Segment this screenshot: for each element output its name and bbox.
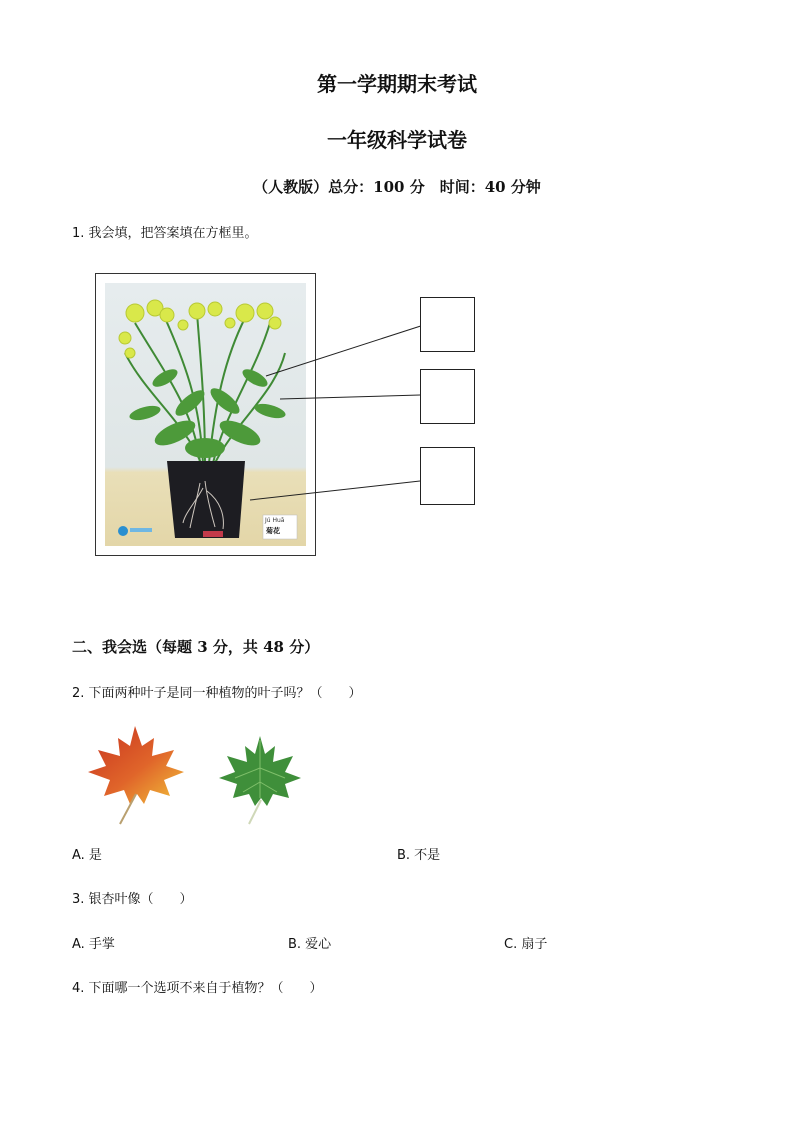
question-2-text: 2. 下面两种叶子是同一种植物的叶子吗？（ ） (72, 686, 362, 701)
q3-option-c[interactable]: C. 扇子 (504, 937, 548, 952)
exam-title: 第一学期期末考试 (317, 72, 477, 96)
q2-option-b[interactable]: B. 不是 (397, 848, 441, 863)
plant-pinyin: Jú Huā (265, 517, 285, 524)
answer-box-root[interactable] (420, 447, 475, 505)
question-4-text: 4. 下面哪一个选项不来自于植物？（ ） (72, 981, 323, 996)
question-1-text: 1. 我会填，把答案填在方框里。 (72, 226, 258, 241)
section-2-title: 二、我会选（每题 3 分，共 48 分） (72, 638, 320, 656)
exam-subtitle: 一年级科学试卷 (327, 128, 467, 152)
plant-name: 菊花 (266, 526, 280, 535)
q3-option-a[interactable]: A. 手掌 (72, 937, 115, 952)
answer-box-flower[interactable] (420, 297, 475, 352)
q2-option-a[interactable]: A. 是 (72, 848, 102, 863)
q3-option-b[interactable]: B. 爱心 (288, 937, 332, 952)
answer-box-leaf[interactable] (420, 369, 475, 424)
question-3-text: 3. 银杏叶像（ ） (72, 892, 193, 907)
exam-meta: （人教版）总分：100 分 时间：40 分钟 (253, 178, 541, 196)
red-maple-leaf-image (80, 722, 190, 826)
green-maple-leaf-image (215, 732, 305, 826)
